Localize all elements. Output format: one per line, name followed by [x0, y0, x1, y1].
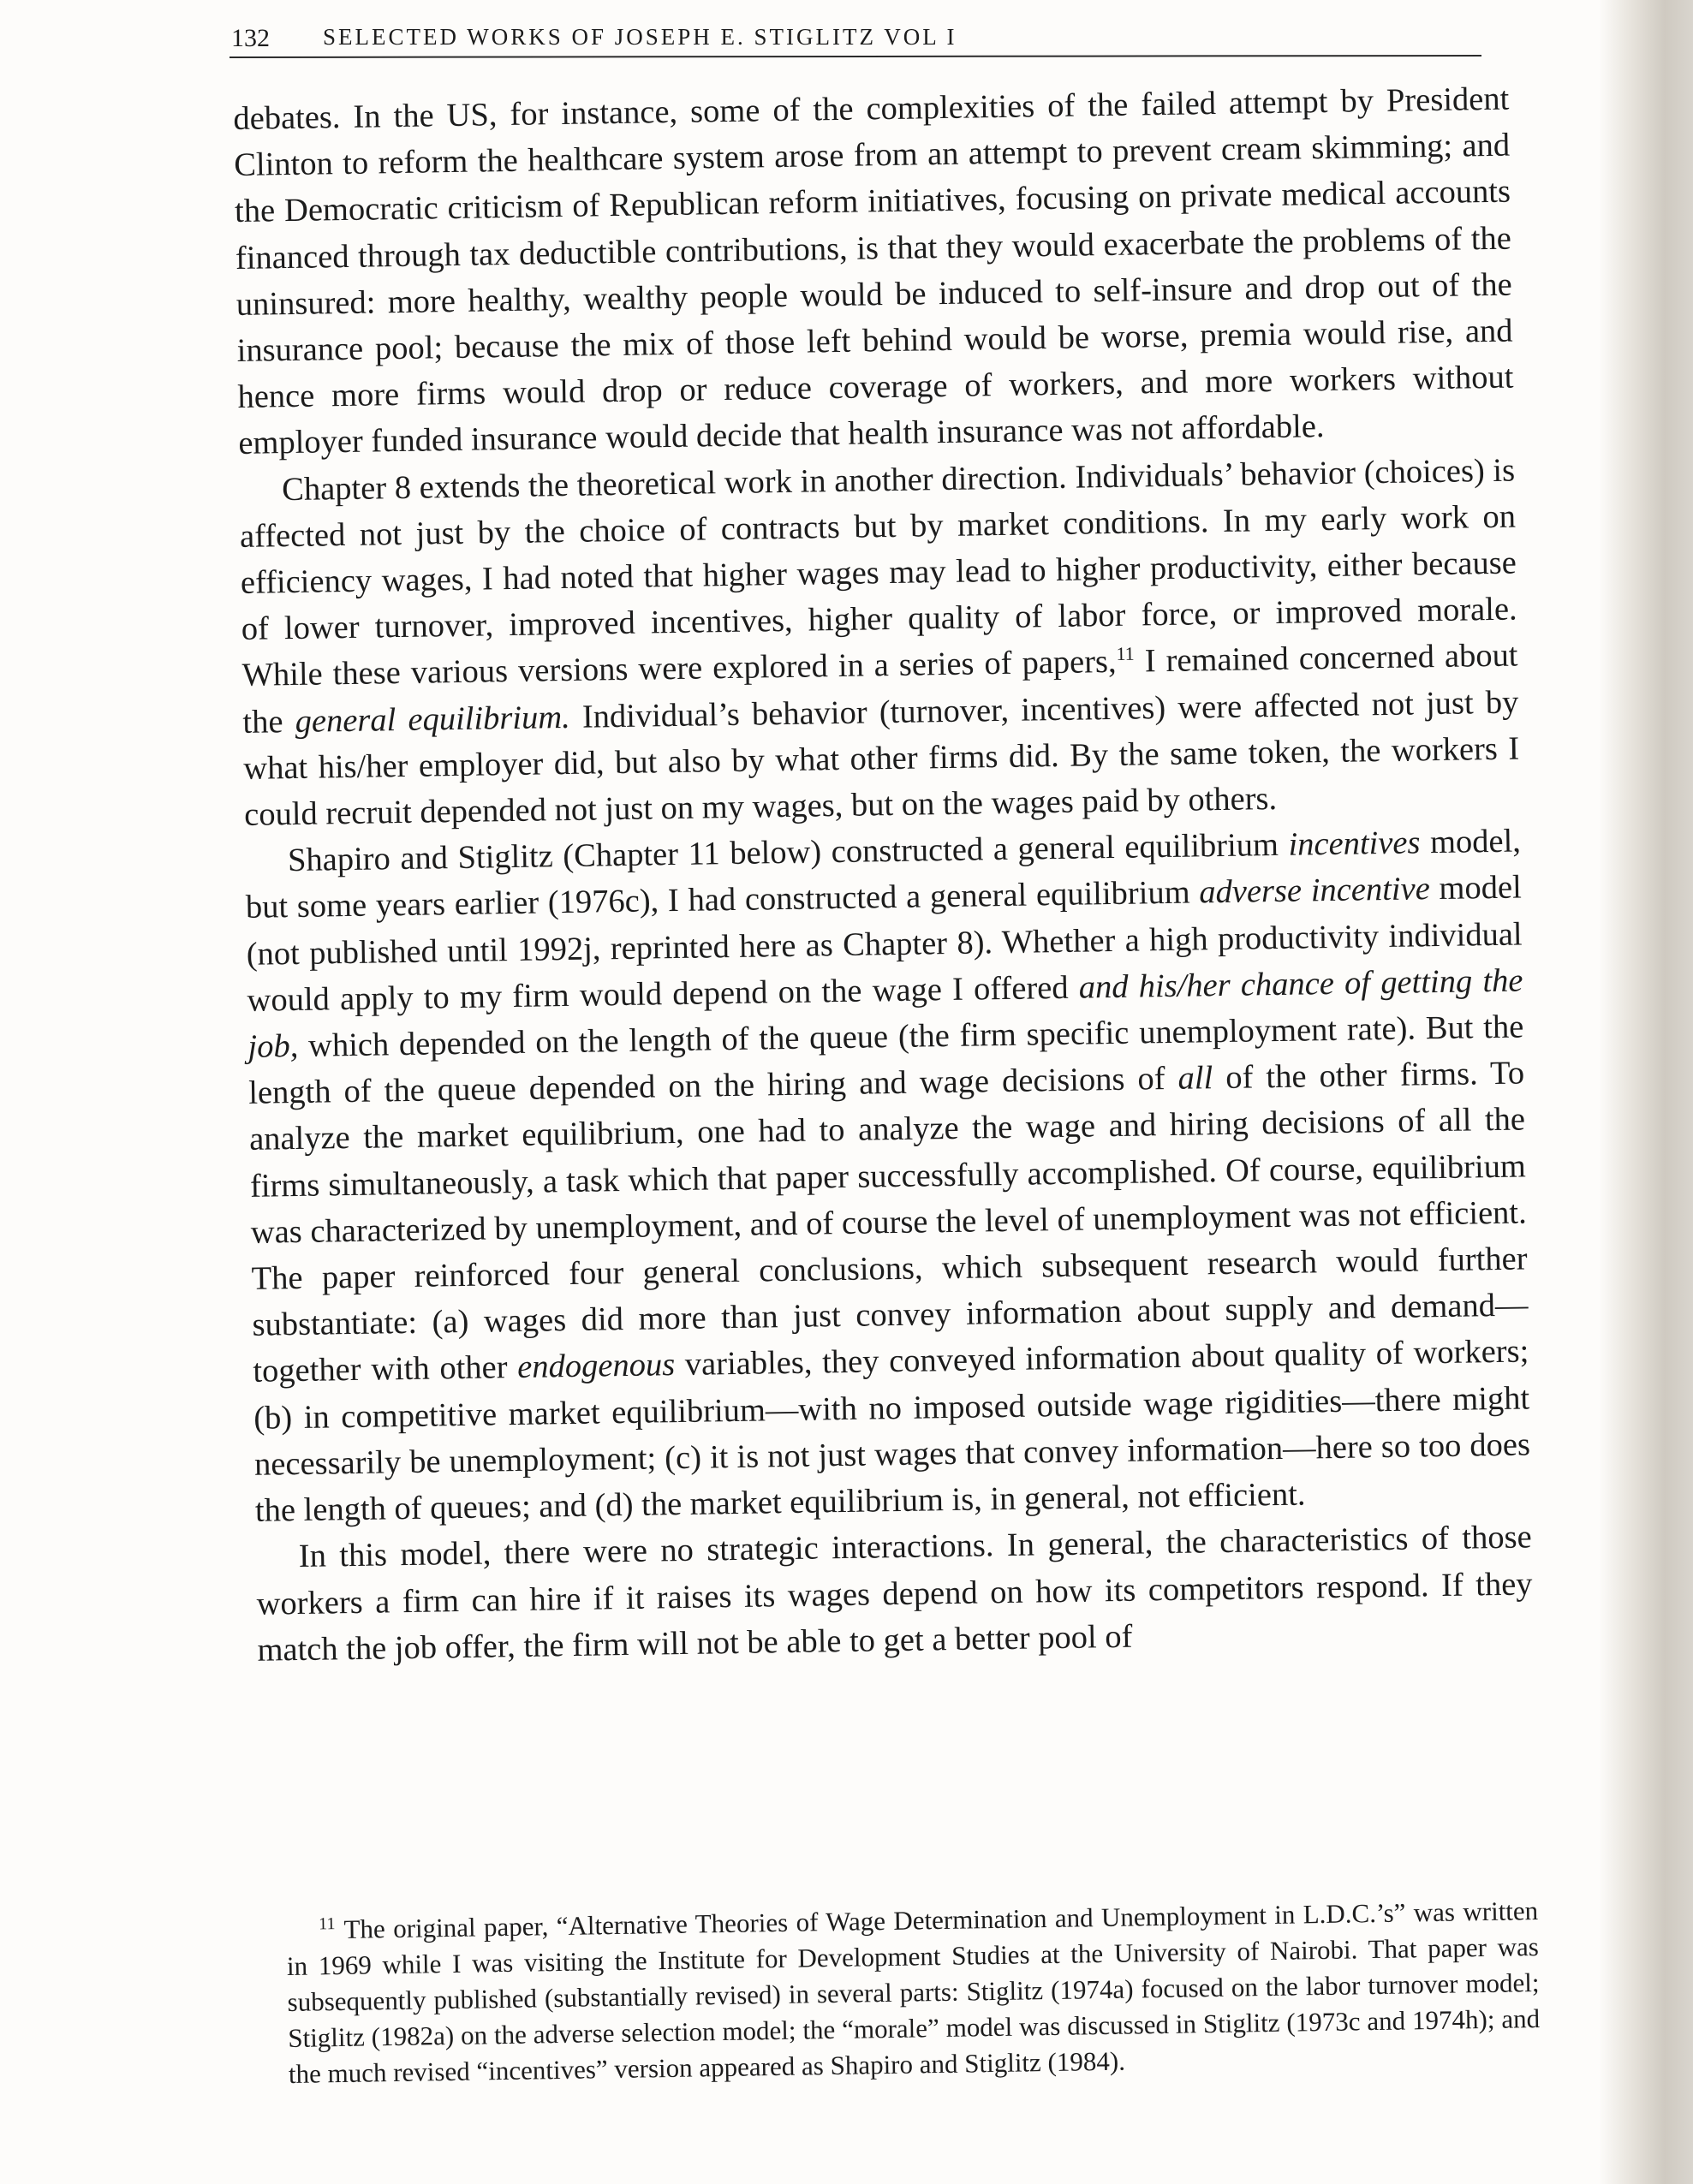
page-edge-shadow	[1599, 0, 1693, 2184]
footnote-reference: 11	[1116, 643, 1135, 665]
footnote	[286, 1893, 1541, 2092]
paragraph-chapter-8: Chapter 8 extends the theoretical work in another direction. Individuals’ behavior (choices) is affected not just by the choice of contracts but by market conditions. In my early work on efficiency wages, I had noted that higher wages may lead to higher productivity, either because of lower turnover, improved incentives, higher quality of labor force, or improved morale. While these various versions were explored in a series of papers,$^{11}$ I remained concerned about the general equilibrium. Individual’s behavior (turnover, incentives) were affected not just by what his/her employer did, but also by what other firms did. By the same token, the workers I could recruit depended not just on my wages, but on the wages paid by others.	[239, 452, 1520, 833]
paragraph-strategic-interactions: In this model, there were no strategic interactions. In general, the characteristics of those workers a firm can hire if it raises its wages depend on how its competitors respond. If they match the job offer, the firm will not be able to get a better pool of	[256, 1519, 1533, 1669]
page-number: 132	[231, 24, 270, 52]
running-title: SELECTED WORKS OF JOSEPH E. STIGLITZ VOL I	[323, 24, 957, 50]
footnote-mark: 11	[319, 1913, 336, 1934]
paragraph-shapiro-stiglitz: Shapiro and Stiglitz (Chapter 11 below) constructed a general equilibrium incentives model, but some years earlier (1976c), I had constructed a general equilibrium adverse incentive model (not published until 1992j, reprinted here as Chapter 8). Whether a high productivity individual would apply to my firm would depend on the wage I offered and his/her chance of getting the job, which depended on the length of the queue (the firm specific unemployment rate). But the length of the queue depended on the hiring and wage decisions of all of the other firms. To analyze the market equilibrium, one had to analyze the wage and hiring decisions of all the firms simultaneously, a task which that paper successfully accomplished. Of course, equilibrium was characterized by unemployment, and of course the level of unemployment was not efficient. The paper reinforced four general conclusions, which subsequent research would further substantiate: (a) wages did more than just convey information about supply and demand—together with other endogenous variables, they conveyed information about quality of workers; (b) in competitive market equilibrium—with no imposed outside wage rigidities—there might necessarily be unemployment; (c) it is not just wages that convey information—here so too does the length of queues; and (d) the market equilibrium is, in general, not efficient.	[245, 823, 1531, 1529]
body-text	[233, 76, 1534, 1674]
running-header	[231, 24, 1481, 55]
paragraph-continuation: debates. In the US, for instance, some of the complexities of the failed attempt by President Clinton to reform the healthcare system arose from an attempt to prevent cream skimming; and the Democratic criticism of Republican reform initiatives, focusing on private medical accounts financed through tax deductible contributions, is that they would exacerbate the problems of the uninsured: more healthy, wealthy people would be induced to self-insure and drop out of the insurance pool; because the mix of those left behind would be worse, premia would rise, and hence more firms would drop or reduce coverage of workers, and more workers without employer funded insurance would decide that health insurance was not affordable.	[233, 80, 1514, 462]
header-rule	[230, 55, 1481, 58]
footnote-text: $^{11}$ The original paper, “Alternative Theories of Wage Determination and Unemployment in L.D.C.’s” was written in 1969 while I was visiting the Institute for Development Studies at the University of Nairobi. That paper was subsequently published (substantially revised) in several parts: Stiglitz (1974a) focused on the labor turnover model; Stiglitz (1982a) on the adverse selection model; the “morale” model was discussed in Stiglitz (1973c and 1974h); and the much revised “incentives” version appeared as Shapiro and Stiglitz (1984).	[286, 1895, 1541, 2089]
